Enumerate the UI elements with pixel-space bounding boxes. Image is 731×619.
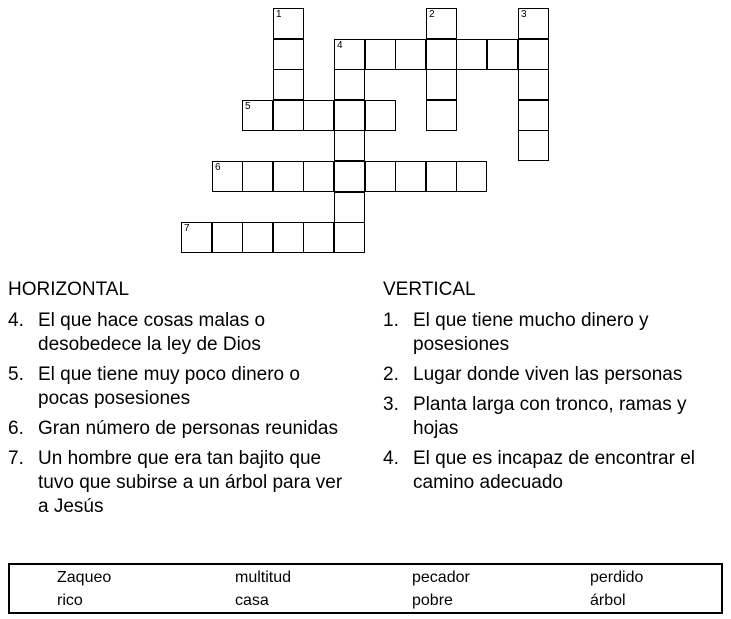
cell-number: 1 [276, 9, 282, 20]
crossword-cell[interactable] [365, 39, 396, 70]
clue-number: 6. [8, 418, 24, 439]
crossword-cell[interactable] [518, 130, 549, 161]
crossword-cell[interactable] [518, 8, 549, 39]
crossword-cell[interactable] [212, 222, 243, 253]
crossword-cell[interactable] [242, 100, 273, 131]
clue-number: 7. [8, 448, 24, 469]
word-bank-item: perdido [590, 569, 644, 586]
crossword-cell[interactable] [334, 192, 365, 223]
crossword-cell[interactable] [303, 222, 334, 253]
clue-number: 3. [383, 394, 399, 415]
crossword-cell[interactable] [273, 100, 304, 131]
word-bank-item: árbol [590, 592, 626, 609]
horizontal-clue-5 [8, 363, 353, 411]
crossword-cell[interactable] [334, 222, 365, 253]
horizontal-clue-4 [8, 309, 353, 357]
crossword-cell[interactable] [181, 222, 212, 253]
clue-number: 2. [383, 364, 399, 385]
clue-text: Planta larga con tronco, ramas y hojas [413, 394, 687, 439]
word-bank-item: pecador [412, 569, 470, 586]
word-bank [8, 563, 723, 614]
crossword-cell[interactable] [487, 39, 518, 70]
crossword-cell[interactable] [334, 69, 365, 100]
clue-text: El que tiene mucho dinero y posesiones [413, 310, 649, 355]
cell-number: 2 [429, 9, 435, 20]
crossword-cell[interactable] [242, 222, 273, 253]
clue-number: 4. [8, 310, 24, 331]
crossword-cell[interactable] [426, 69, 457, 100]
cell-number: 4 [337, 40, 343, 51]
crossword-cell[interactable] [334, 39, 365, 70]
clue-text: Lugar donde viven las personas [413, 364, 683, 385]
vertical-clue-3 [383, 393, 728, 441]
crossword-cell[interactable] [273, 8, 304, 39]
clue-number: 5. [8, 364, 24, 385]
crossword-cell[interactable] [273, 39, 304, 70]
word-bank-item: rico [57, 592, 83, 609]
crossword-cell[interactable] [518, 100, 549, 131]
crossword-grid [0, 0, 731, 260]
vertical-title: VERTICAL [383, 279, 476, 300]
crossword-cell[interactable] [518, 39, 549, 70]
vertical-clue-4 [383, 447, 728, 495]
clue-text: Gran número de personas reunidas [38, 418, 338, 439]
crossword-cell[interactable] [303, 100, 334, 131]
crossword-cell[interactable] [365, 100, 396, 131]
horizontal-clue-7 [8, 447, 353, 519]
crossword-cell[interactable] [395, 161, 426, 192]
crossword-cell[interactable] [303, 161, 334, 192]
crossword-cell[interactable] [426, 100, 457, 131]
cell-number: 7 [184, 223, 190, 234]
crossword-cell[interactable] [456, 161, 487, 192]
clue-text: El que tiene muy poco dinero o pocas posesiones [38, 364, 300, 409]
clue-text: El que es incapaz de encontrar el camino adecuado [413, 448, 696, 493]
cell-number: 5 [245, 101, 251, 112]
cell-number: 3 [521, 9, 527, 20]
crossword-cell[interactable] [273, 161, 304, 192]
crossword-cell[interactable] [395, 39, 426, 70]
horizontal-clue-6 [8, 417, 353, 441]
clue-text: Un hombre que era tan bajito que tuvo que subirse a un árbol para ver a Jesús [38, 448, 343, 517]
crossword-cell[interactable] [334, 130, 365, 161]
horizontal-title: HORIZONTAL [8, 279, 130, 300]
crossword-cell[interactable] [242, 161, 273, 192]
word-bank-item: pobre [412, 592, 453, 609]
vertical-clue-2 [383, 363, 728, 387]
horizontal-clues [8, 309, 353, 525]
crossword-cell[interactable] [334, 100, 365, 131]
clue-number: 1. [383, 310, 399, 331]
crossword-cell[interactable] [334, 161, 365, 192]
crossword-cell[interactable] [426, 8, 457, 39]
crossword-cell[interactable] [518, 69, 549, 100]
vertical-clues [383, 309, 728, 501]
vertical-clue-1 [383, 309, 728, 357]
crossword-cell[interactable] [212, 161, 243, 192]
word-bank-item: casa [235, 592, 269, 609]
crossword-cell[interactable] [273, 222, 304, 253]
word-bank-item: multitud [235, 569, 292, 586]
clue-text: El que hace cosas malas o desobedece la ley de Dios [38, 310, 266, 355]
clue-number: 4. [383, 448, 399, 469]
crossword-cell[interactable] [273, 69, 304, 100]
crossword-cell[interactable] [426, 161, 457, 192]
cell-number: 6 [215, 162, 221, 173]
word-bank-item: Zaqueo [57, 569, 112, 586]
crossword-cell[interactable] [365, 161, 396, 192]
crossword-cell[interactable] [426, 39, 457, 70]
crossword-cell[interactable] [456, 39, 487, 70]
